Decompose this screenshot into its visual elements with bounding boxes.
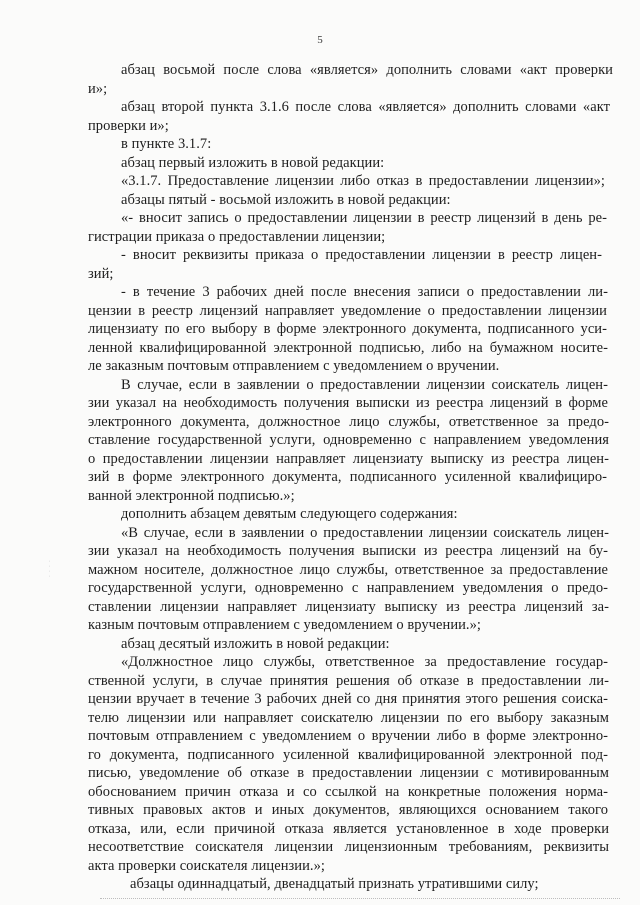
text-line: ле заказным почтовым отправлением с уведомлением о вручении.: [88, 358, 500, 374]
text-line: лицензиату по его выбору в форме электронного документа, подписанного уси-: [88, 321, 607, 337]
text-line: акта проверки соискателя лицензии.»;: [88, 858, 325, 874]
text-line: го документа, подписанного усиленной квалифицированной электронной под-: [88, 747, 608, 763]
text-line: ленной квалифицированной электронной подписью, либо на бумажном носите-: [88, 340, 608, 356]
text-line: ванной электронной подписью.»;: [88, 488, 295, 504]
text-line: электронного документа, должностное лицо службы, ответственное за предо-: [88, 414, 609, 430]
text-line: В случае, если в заявлении о предоставлении лицензии соискатель лицен-: [121, 377, 608, 393]
text-line: государственной услуги, одновременно с направлением уведомления о предо-: [88, 580, 608, 596]
text-line: дополнить абзацем девятым следующего содержания:: [121, 506, 458, 522]
text-line: телю лицензии или направляет соискателю лицензии по его выбору заказным: [88, 710, 609, 726]
text-line: абзац десятый изложить в новой редакции:: [121, 636, 390, 652]
text-line: абзацы пятый - восьмой изложить в новой редакции:: [121, 192, 451, 208]
text-line: тивных правовых актов и иных документов, являющихся основанием такого: [88, 802, 608, 818]
text-line: и»;: [88, 81, 108, 97]
text-line: писью, уведомление об отказе в предоставлении лицензии с мотивированным: [88, 765, 609, 781]
text-line: обоснованием причин отказа и со ссылкой на конкретные положения норма-: [88, 784, 608, 800]
text-line: в пункте 3.1.7:: [121, 136, 212, 152]
text-line: «- вносит запись о предоставлении лицензии в реестр лицензий в день ре-: [121, 210, 607, 226]
text-line: «3.1.7. Предоставление лицензии либо отказ в предоставлении лицензии»;: [121, 173, 605, 189]
text-line: абзац восьмой после слова «является» дополнить словами «акт проверки: [121, 62, 613, 78]
text-line: - в течение 3 рабочих дней после внесения записи о предоставлении ли-: [121, 284, 608, 300]
text-line: абзац первый изложить в новой редакции:: [121, 155, 385, 171]
text-line: отказа, или, если причиной отказа является установленное в ходе проверки: [88, 821, 609, 837]
text-line: ственной услуги, в случае принятия решения об отказе в предоставлении ли-: [88, 673, 609, 689]
text-line: несоответствие соискателя лицензии лицензионным требованиям, реквизиты: [88, 839, 609, 855]
text-line: почтовым отправлением с уведомлением о вручении либо в форме электронно-: [88, 728, 608, 744]
text-line: цензии в реестр лицензий направляет уведомление о предоставлении лицензии: [88, 303, 607, 319]
text-line: абзацы одиннадцатый, двенадцатый признать утратившими силу;: [130, 876, 539, 892]
scan-artifact: · · · ·: [48, 559, 52, 580]
text-line: «В случае, если в заявлении о предоставлении лицензии соискатель лицен-: [121, 525, 609, 541]
text-line: - вносит реквизиты приказа о предоставлении лицензии в реестр лицен-: [121, 247, 602, 263]
text-line: ставление государственной услуги, одновременно с направлением уведомления: [88, 432, 609, 448]
text-line: мажном носителе, должностное лицо службы, ответственное за предоставление: [88, 562, 608, 578]
page-bottom-edge: [100, 898, 620, 901]
text-line: абзац второй пункта 3.1.6 после слова «является» дополнить словами «акт: [121, 99, 610, 115]
text-line: ставлении лицензии направляет лицензиату выписку из реестра лицензий за-: [88, 599, 609, 615]
text-line: зии указал на необходимость получения выписки из реестра лицензий в форме: [88, 395, 608, 411]
text-line: гистрации приказа о предоставлении лицензии;: [88, 229, 386, 245]
text-line: казным почтовым отправлением с уведомлением о вручении.»;: [88, 617, 481, 633]
text-line: цензии вручает в течение 3 рабочих дней со дня принятия этого решения соиска-: [88, 691, 608, 707]
text-line: о предоставлении лицензии направляет лицензиату выписку из реестра лицен-: [88, 451, 609, 467]
text-line: проверки и»;: [88, 118, 169, 134]
text-line: зий;: [88, 266, 114, 282]
text-line: зии указал на необходимость получения выписки из реестра лицензий на бу-: [88, 543, 608, 559]
page-number: 5: [317, 34, 323, 46]
text-line: «Должностное лицо службы, ответственное за предоставление государ-: [121, 654, 608, 670]
text-line: зий в форме электронного документа, подписанного усиленной квалифициро-: [88, 469, 607, 485]
